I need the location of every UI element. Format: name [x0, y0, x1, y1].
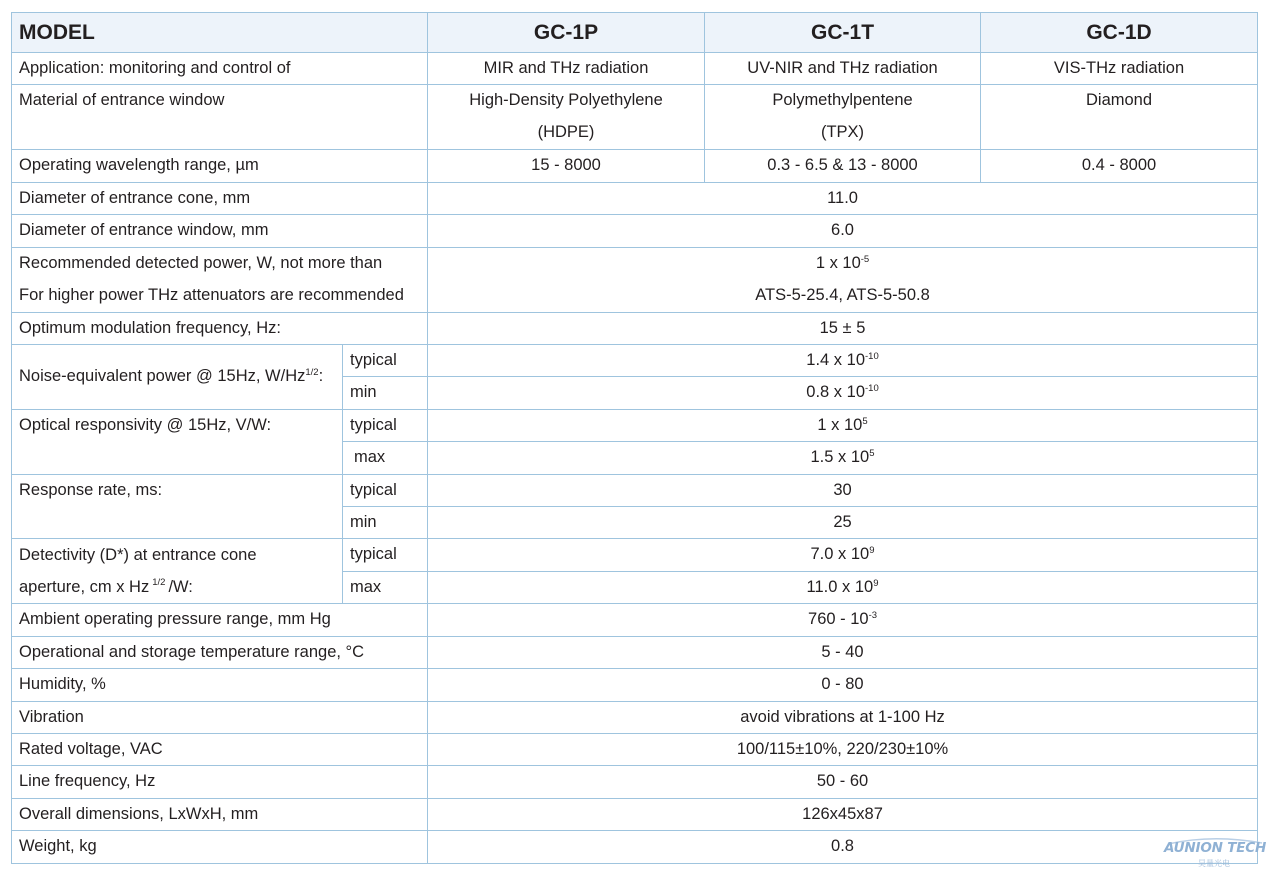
row-application: [12, 53, 1258, 85]
detectivity-typical-label: typical: [343, 539, 428, 571]
spec-table: [11, 12, 1258, 864]
nep-typical-base: 1.4 x 10: [806, 351, 865, 370]
row-response-rate-typical: [12, 474, 1258, 506]
window-material-gc-1p: [428, 85, 705, 150]
responsivity-typical-base: 1 x 10: [817, 415, 863, 434]
cone-diameter-value: 11.0: [428, 182, 1258, 214]
row-wavelength: [12, 150, 1258, 182]
response-rate-min-value: 25: [428, 507, 1258, 539]
row-cone-diameter: [12, 182, 1258, 214]
nep-min-base: 0.8 x 10: [806, 383, 865, 402]
nep-label-base: Noise-equivalent power @ 15Hz, W/Hz: [19, 367, 306, 386]
row-modulation: [12, 312, 1258, 344]
nep-min-value: [428, 377, 1258, 409]
detectivity-label-line2: [12, 571, 343, 603]
window-material-gc-1t-line2: (TPX): [820, 122, 865, 141]
window-material-gc-1d: Diamond: [981, 85, 1258, 150]
watermark-sub: 昊量光电: [1198, 859, 1230, 868]
row-dimensions: [12, 798, 1258, 830]
window-material-gc-1t: [705, 85, 981, 150]
nep-typical-exp: -10: [865, 350, 879, 362]
detectivity-typical-exp: 9: [869, 545, 875, 557]
window-material-gc-1p-line1: High-Density Polyethylene: [469, 91, 663, 110]
row-window-material: [12, 85, 1258, 150]
row-voltage: [12, 733, 1258, 765]
nep-min-exp: -10: [865, 383, 879, 395]
nep-label-suffix: :: [318, 367, 324, 386]
window-diameter-label: Diameter of entrance window, mm: [12, 215, 428, 247]
weight-value: 0.8: [428, 831, 1258, 863]
voltage-label: Rated voltage, VAC: [12, 733, 428, 765]
pressure-exp: -3: [868, 610, 878, 622]
window-material-gc-1t-line1: Polymethylpentene: [772, 91, 913, 110]
window-material-label: Material of entrance window: [12, 85, 428, 150]
row-detectivity-max: [12, 571, 1258, 603]
header-gc-1d: GC-1D: [981, 13, 1258, 53]
detected-power-label-cell: [12, 247, 428, 312]
responsivity-max-label: max: [343, 442, 428, 474]
detected-power-value: [435, 248, 1250, 279]
application-gc-1t: UV-NIR and THz radiation: [705, 53, 981, 85]
responsivity-max-exp: 5: [869, 448, 875, 460]
response-rate-typical-label: typical: [343, 474, 428, 506]
wavelength-gc-1t: 0.3 - 6.5 & 13 - 8000: [705, 150, 981, 182]
row-vibration: [12, 701, 1258, 733]
wavelength-gc-1p: 15 - 8000: [428, 150, 705, 182]
application-label: Application: monitoring and control of: [12, 53, 428, 85]
row-humidity: [12, 669, 1258, 701]
vibration-label: Vibration: [12, 701, 428, 733]
header-row: [12, 13, 1258, 53]
row-responsivity-typical: [12, 409, 1258, 441]
vibration-value: avoid vibrations at 1-100 Hz: [428, 701, 1258, 733]
header-gc-1t: GC-1T: [705, 13, 981, 53]
nep-min-label: min: [343, 377, 428, 409]
responsivity-max-base: 1.5 x 10: [810, 448, 870, 467]
nep-label-exp: 1/2: [305, 367, 319, 379]
nep-label: [12, 345, 343, 410]
attenuators-value: ATS-5-25.4, ATS-5-50.8: [755, 285, 930, 304]
detectivity-label-line1: Detectivity (D*) at entrance cone: [12, 539, 343, 571]
pressure-base: 760 - 10: [808, 610, 869, 629]
header-gc-1p: GC-1P: [428, 13, 705, 53]
header-model: MODEL: [12, 13, 428, 53]
detectivity-max-value: [428, 571, 1258, 603]
modulation-value: 15 ± 5: [428, 312, 1258, 344]
responsivity-typical-exp: 5: [862, 415, 868, 427]
line-frequency-label: Line frequency, Hz: [12, 766, 428, 798]
pressure-label: Ambient operating pressure range, mm Hg: [12, 604, 428, 636]
response-rate-min-label: min: [343, 507, 428, 539]
row-detected-power: [12, 247, 1258, 312]
voltage-value: 100/115±10%, 220/230±10%: [428, 733, 1258, 765]
detectivity-max-label: max: [343, 571, 428, 603]
cone-diameter-label: Diameter of entrance cone, mm: [12, 182, 428, 214]
detectivity-typical-value: [428, 539, 1258, 571]
temperature-label: Operational and storage temperature range, °C: [12, 636, 428, 668]
pressure-value: [428, 604, 1258, 636]
weight-label: Weight, kg: [12, 831, 428, 863]
nep-typical-value: [428, 345, 1258, 377]
detectivity-label-line2-base: aperture, cm x Hz: [19, 577, 150, 596]
response-rate-label: Response rate, ms:: [12, 474, 343, 539]
row-nep-typical: [12, 345, 1258, 377]
detected-power-label: Recommended detected power, W, not more than: [19, 254, 383, 273]
detected-power-base: 1 x 10: [815, 254, 861, 273]
dimensions-label: Overall dimensions, LxWxH, mm: [12, 798, 428, 830]
row-detectivity-typical: [12, 539, 1258, 571]
attenuators-label: For higher power THz attenuators are recommended: [19, 285, 404, 304]
line-frequency-value: 50 - 60: [428, 766, 1258, 798]
detectivity-max-exp: 9: [873, 577, 879, 589]
temperature-value: 5 - 40: [428, 636, 1258, 668]
nep-typical-label: typical: [343, 345, 428, 377]
window-diameter-value: 6.0: [428, 215, 1258, 247]
wavelength-label: Operating wavelength range, µm: [12, 150, 428, 182]
watermark-brand: AUNION TECH: [1164, 840, 1267, 856]
row-window-diameter: [12, 215, 1258, 247]
detectivity-typical-base: 7.0 x 10: [810, 545, 870, 564]
detected-power-exp: -5: [860, 254, 870, 266]
response-rate-typical-value: 30: [428, 474, 1258, 506]
humidity-value: 0 - 80: [428, 669, 1258, 701]
humidity-label: Humidity, %: [12, 669, 428, 701]
aunion-tech-watermark: [1158, 834, 1268, 874]
responsivity-typical-value: [428, 409, 1258, 441]
window-material-gc-1p-line2: (HDPE): [537, 122, 595, 141]
responsivity-typical-label: typical: [343, 409, 428, 441]
row-temperature: [12, 636, 1258, 668]
detectivity-label-line2-exp: 1/2: [152, 577, 166, 589]
row-weight: [12, 831, 1258, 863]
dimensions-value: 126x45x87: [428, 798, 1258, 830]
responsivity-label: Optical responsivity @ 15Hz, V/W:: [12, 409, 343, 474]
modulation-label: Optimum modulation frequency, Hz:: [12, 312, 428, 344]
wavelength-gc-1d: 0.4 - 8000: [981, 150, 1258, 182]
detectivity-label-line2-suffix: /W:: [168, 577, 193, 596]
row-pressure: [12, 604, 1258, 636]
application-gc-1p: MIR and THz radiation: [428, 53, 705, 85]
responsivity-max-value: [428, 442, 1258, 474]
detectivity-max-base: 11.0 x 10: [806, 577, 874, 596]
application-gc-1d: VIS-THz radiation: [981, 53, 1258, 85]
row-line-frequency: [12, 766, 1258, 798]
detected-power-value-cell: [428, 247, 1258, 312]
